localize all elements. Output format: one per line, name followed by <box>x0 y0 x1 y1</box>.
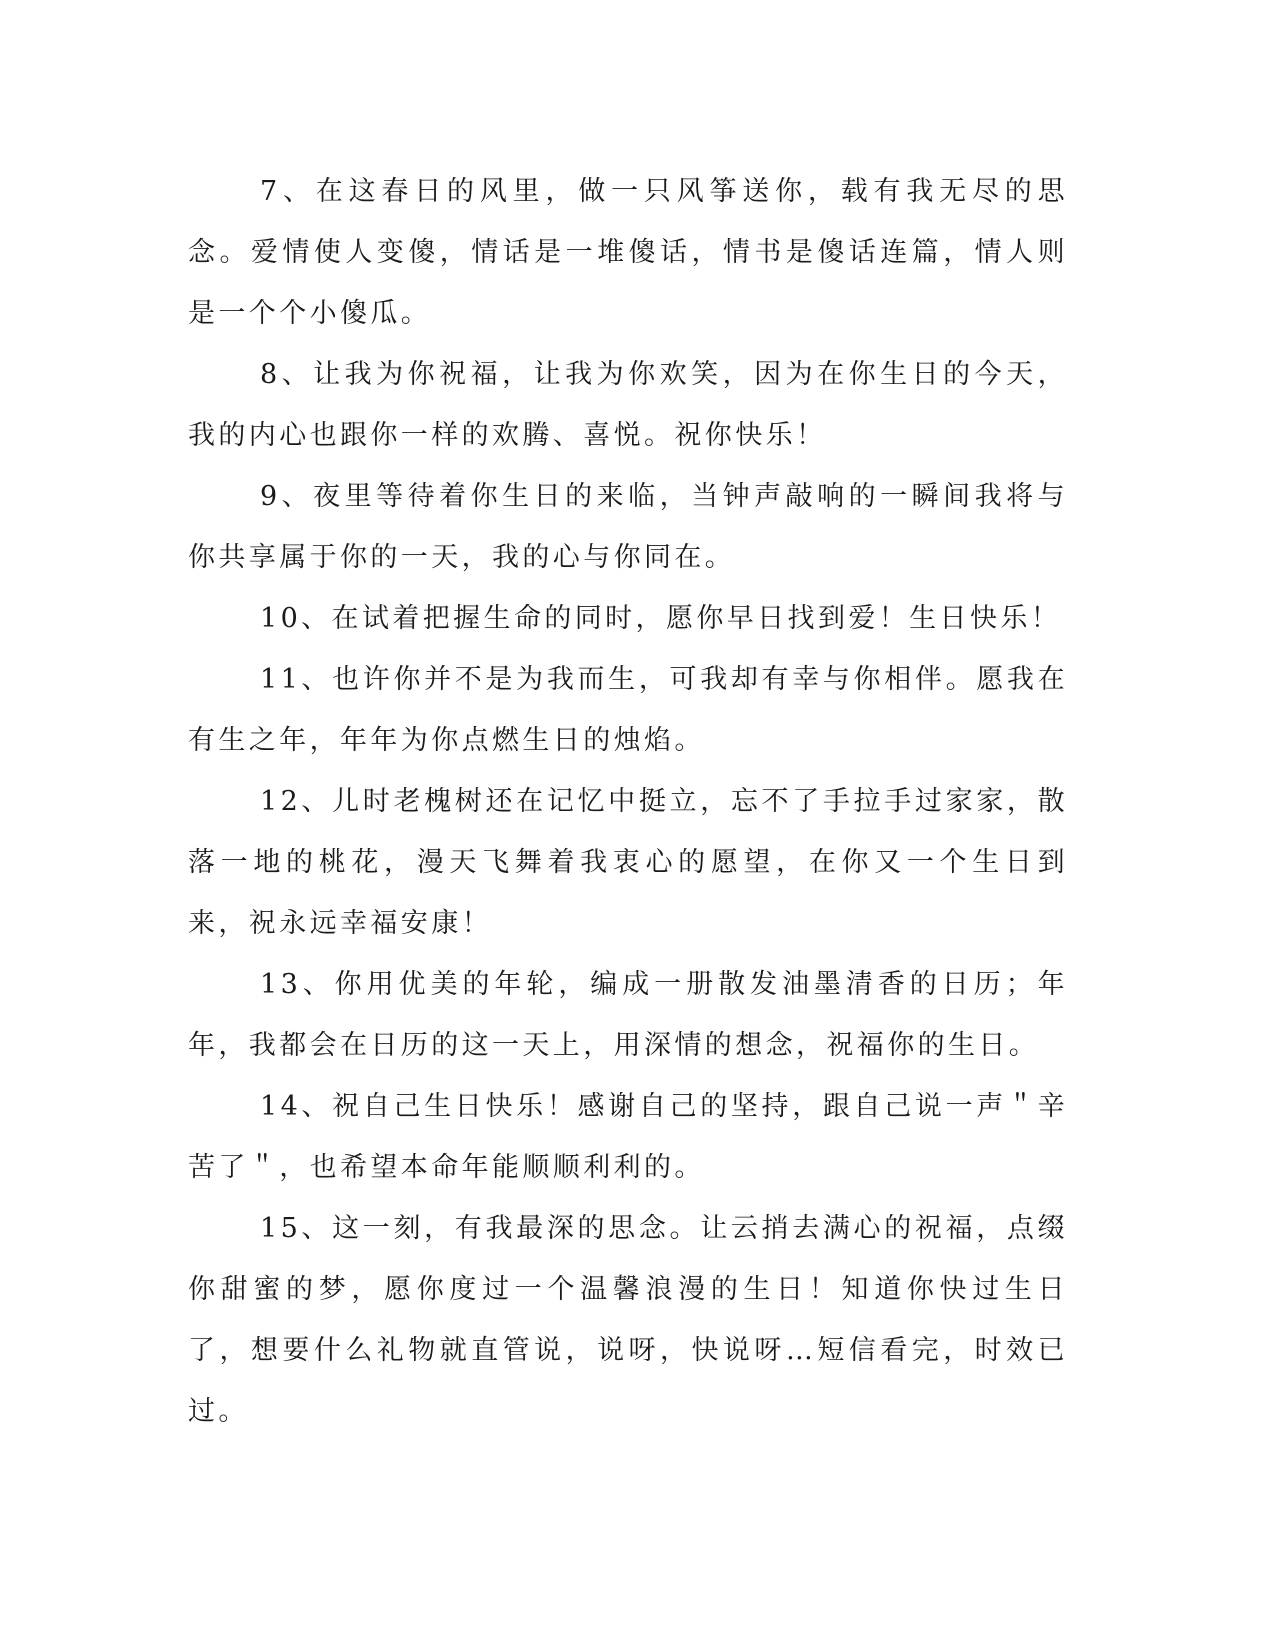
paragraph-11: 11、也许你并不是为我而生，可我却有幸与你相伴。愿我在有生之年，年年为你点燃生日的烛焰。 <box>188 664 1068 756</box>
paragraph-10: 10、在试着把握生命的同时，愿你早日找到爱！生日快乐！ <box>260 603 1062 634</box>
paragraph-12: 12、儿时老槐树还在记忆中挺立，忘不了手拉手过家家，散落一地的桃花，漫天飞舞着我衷心的愿望，在你又一个生日到来，祝永远幸福安康！ <box>188 786 1068 939</box>
paragraph-9: 9、夜里等待着你生日的来临，当钟声敲响的一瞬间我将与你共享属于你的一天，我的心与你同在。 <box>188 481 1068 573</box>
paragraph-7: 7、在这春日的风里，做一只风筝送你，载有我无尽的思念。爱情使人变傻，情话是一堆傻话，情书是傻话连篇，情人则是一个个小傻瓜。 <box>188 176 1068 329</box>
paragraph-14: 14、祝自己生日快乐！感谢自己的坚持，跟自己说一声＂辛苦了＂，也希望本命年能顺顺利利的。 <box>188 1091 1068 1183</box>
paragraph-13: 13、你用优美的年轮，编成一册散发油墨清香的日历；年年，我都会在日历的这一天上，用深情的想念，祝福你的生日。 <box>188 969 1068 1061</box>
paragraph-8: 8、让我为你祝福，让我为你欢笑，因为在你生日的今天，我的内心也跟你一样的欢腾、喜悦。祝你快乐！ <box>188 359 1068 451</box>
document-body <box>188 161 1068 1442</box>
paragraph-15: 15、这一刻，有我最深的思念。让云捎去满心的祝福，点缀你甜蜜的梦，愿你度过一个温馨浪漫的生日！知道你快过生日了，想要什么礼物就直管说，说呀，快说呀…短信看完，时效已过。 <box>188 1213 1068 1427</box>
